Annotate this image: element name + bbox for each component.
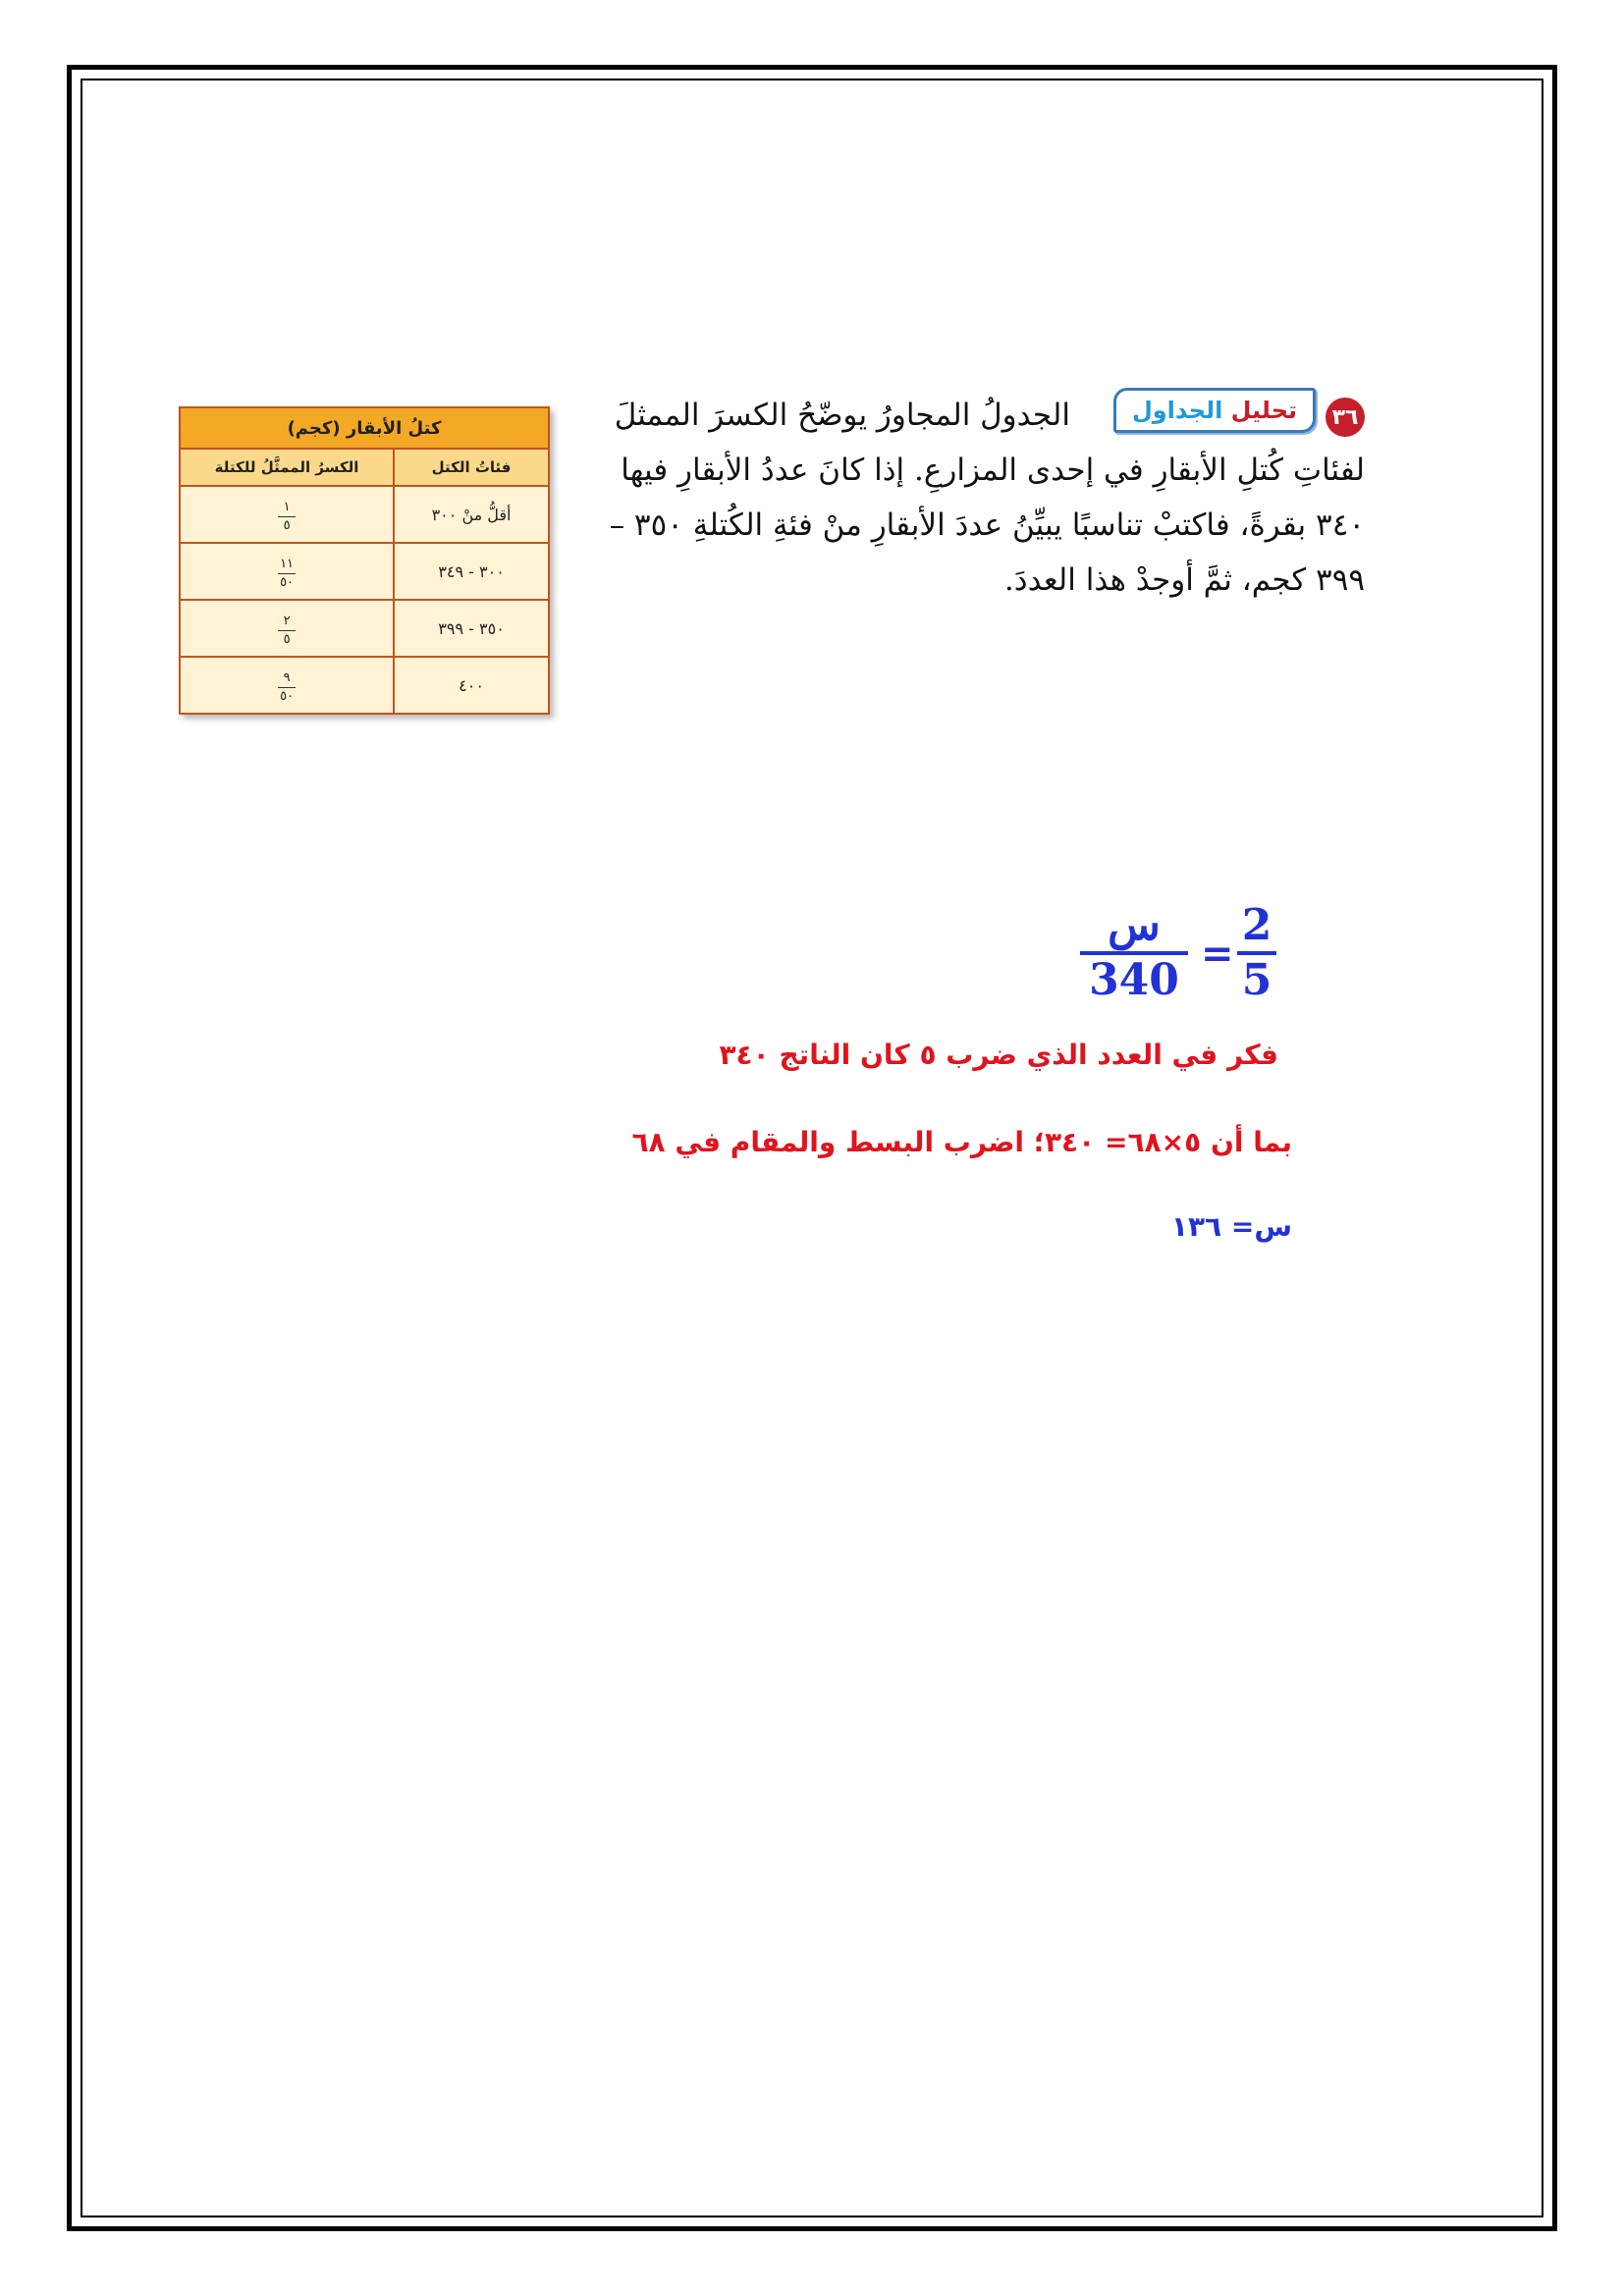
header-fraction: الكسرُ الممثَّلُ للكتلة	[180, 449, 394, 486]
fraction-numerator: س	[1108, 900, 1161, 950]
table-title: كتلُ الأبقار (كجم)	[180, 407, 549, 449]
exercise-text: الجدولُ المجاورُ يوضّحُ الكسرَ الممثلَ لفئاتِ كُتلِ الأبقارِ في إحدى المزارعِ. إذا كانَ عددُ الأبقارِ فيها ٣٤٠ بقرةً، فاكتبْ تناسبًا يبيِّنُ عددَ الأبقارِ منْ فئةِ الكُتلةِ ٣٥٠ – ٣٩٩ كجم، ثمَّ أوجدْ هذا العددَ.	[609, 398, 1365, 598]
cell-fraction	[180, 486, 394, 543]
cell-range: ٣٥٠ - ٣٩٩	[394, 600, 549, 657]
header-mass-range: فئاتُ الكتل	[394, 449, 549, 486]
cell-fraction	[180, 657, 394, 714]
result-line: س= ١٣٦	[1170, 1210, 1292, 1243]
equals-sign: =	[1201, 931, 1234, 977]
fraction-denominator: ٥٠	[280, 689, 295, 704]
topic-word-1: تحليل	[1230, 397, 1297, 424]
fraction-numerator: ٢	[283, 614, 291, 628]
cow-mass-table	[179, 406, 550, 715]
topic-tag	[1113, 388, 1316, 433]
fraction-denominator: ٥٠	[280, 575, 295, 590]
hint-line-1: فكر في العدد الذي ضرب ٥ كان الناتج ٣٤٠	[719, 1039, 1278, 1071]
fraction-numerator: ٩	[283, 670, 291, 685]
fraction-denominator: ٥	[283, 518, 291, 533]
exercise-block	[579, 388, 1365, 608]
fraction-denominator: 5	[1241, 955, 1272, 1005]
table-row	[180, 486, 549, 543]
fraction-numerator: ١١	[280, 557, 295, 571]
fraction-denominator: ٥	[283, 632, 291, 647]
hint-line-2: بما أن ٥×٦٨= ٣٤٠؛ اضرب البسط والمقام في ٦٨	[631, 1126, 1292, 1158]
proportion-left-fraction	[1237, 900, 1276, 1005]
cell-fraction	[180, 600, 394, 657]
cell-range: أقلُّ منْ ٣٠٠	[394, 486, 549, 543]
topic-word-2: الجداول	[1131, 397, 1223, 424]
proportion-right-fraction	[1080, 900, 1188, 1005]
cell-range: ٣٠٠ - ٣٤٩	[394, 543, 549, 600]
fraction-denominator: 340	[1089, 955, 1179, 1005]
table-row	[180, 600, 549, 657]
cell-fraction	[180, 543, 394, 600]
fraction-numerator: ١	[283, 500, 291, 514]
proportion-equation	[1080, 900, 1291, 1005]
fraction-numerator: 2	[1241, 900, 1272, 950]
cell-range: ٤٠٠	[394, 657, 549, 714]
table-row	[180, 657, 549, 714]
table-row	[180, 543, 549, 600]
exercise-number-badge: ٣٦	[1326, 398, 1365, 437]
